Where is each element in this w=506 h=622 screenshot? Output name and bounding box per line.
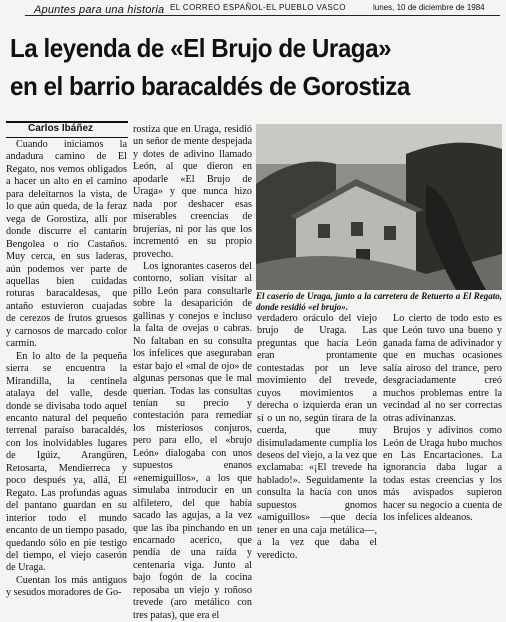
farmhouse-photo (256, 124, 502, 290)
article-headline (10, 29, 466, 105)
paragraph: Lo cierto de todo esto es que León tuvo una bueno y ganada fama de adivinador y que en muchas ocasiones salía airoso del trance, pero desgraciadamente creó muchos problemas entre la vecindad al no ser correctas otras adivinanzas. (383, 313, 502, 424)
article-column-2 (133, 124, 252, 621)
paragraph: Los ignorantes caseros del contorno, solían visitar al pillo León para consultarle sobre la desaparición de gallinas y conejos e incluso la falta de ovejas o cabras. No faltaban en su consulta los infelices que aseguraban estar bajo el «mal de ojo» de algunas personas que le mal querían. Todas las consultas tenían su precio y contestación para remediar los misteriosos conjuros, pero para ello, el «brujo León» dialogaba con unos supuestos enanos «enemiguillos», a los que simulaba introducir en un alfiletero, del que había sacado las agujas, a la vez que las iba pinchando en un encarnado acerico, que pendía de una raída y centenaria viga. Junto al bajo fogón de la cocina reposaba un viejo y roñoso trevede (aro metálico con tres patas), que era el (133, 260, 252, 621)
paragraph: Cuando iniciamos la andadura camino de El Regato, nos vemos obligados a hacer un alto en el camino para deleitarnos la vista, de lo que aún queda, de la feraz vega de Gorostiza, allí por donde discurre el cantarín Bengolea o río Castaños. Muy cerca, en sus laderas, aún podemos ver parte de aquellas bien cuidadas roturas baracaldesas, que antaño estuvieron cuajadas de cerezos de frutos gruesos y carnosos de marcado color carmín. (6, 139, 127, 350)
article-column-4 (383, 313, 502, 524)
headline-line-1: La leyenda de «El Brujo de Uraga» (10, 33, 392, 63)
paragraph: rostiza que en Uraga, residió un señor de mente despejada y dotes de adivino llamado León, al que dieron en apodarle «El Brujo de Uraga» y que nunca hizo nada por deshacer esas miserables creencias de brujerías, ni por las que los incrementó en su propio provecho. (133, 124, 252, 260)
farmhouse-illustration (256, 124, 502, 290)
header-rule (25, 15, 500, 16)
headline-line-2: en el barrio baracaldés de Gorostiza (10, 71, 410, 101)
section-title: Apuntes para una historia (34, 4, 165, 16)
paragraph: Brujos y adivinos como León de Uraga hubo muchos en Las Encartaciones. La ignorancia daba lugar a todas estas creencias y los más avispados supieron hacer su negocio a cuenta de los infelices aldeanos. (383, 425, 502, 524)
page-header (0, 0, 506, 17)
issue-date: lunes, 10 de diciembre de 1984 (373, 3, 485, 12)
paragraph: En lo alto de la pequeña sierra se encuentra la Mirandilla, la centinela atalaya del valle, desde donde se divisaba todo aquel encanto natural del pequeño terrenal paraíso baracaldés, con los inolvidables lugares de Igúiz, Arangüren, Retosarta, Mendierreca y poco después ya, allá, El Regato. Las profundas aguas del pantano guardan en su interior todo el mundo encanto de un tiempo pasado, quedando sólo en pie testigo del tiempo, el viejo caserón de Uraga. (6, 350, 127, 574)
article-column-1 (6, 139, 127, 599)
paragraph: verdadero oráculo del viejo brujo de Uraga. Las preguntas que hacía León eran prontamente contestadas por un leve movimiento del trevede, cuyos movimientos a derecha o izquierda eran un sí o un no, según tirara de la cuerda, que muy disimuladamente cumplía los deseos del viejo, a la vez que exclamaba: «¡El trevede ha hablado!». Seguidamente la consulta la hacía con unos supuestos gnomos «amiguillos» —que decía tener en una caja metálica—, a la vez que daba el veredicto. (257, 313, 377, 561)
article-column-3 (257, 313, 377, 561)
paragraph: Cuentan los más antiguos y sesudos moradores de Go- (6, 574, 127, 599)
author-byline: Carlos Ibáñez (28, 123, 94, 134)
newspaper-name: EL CORREO ESPAÑOL-EL PUEBLO VASCO (170, 3, 346, 12)
photo-caption: El caserío de Uraga, junto a la carretera de Retuerto a El Regato, donde residió «el brujo». (256, 291, 502, 312)
